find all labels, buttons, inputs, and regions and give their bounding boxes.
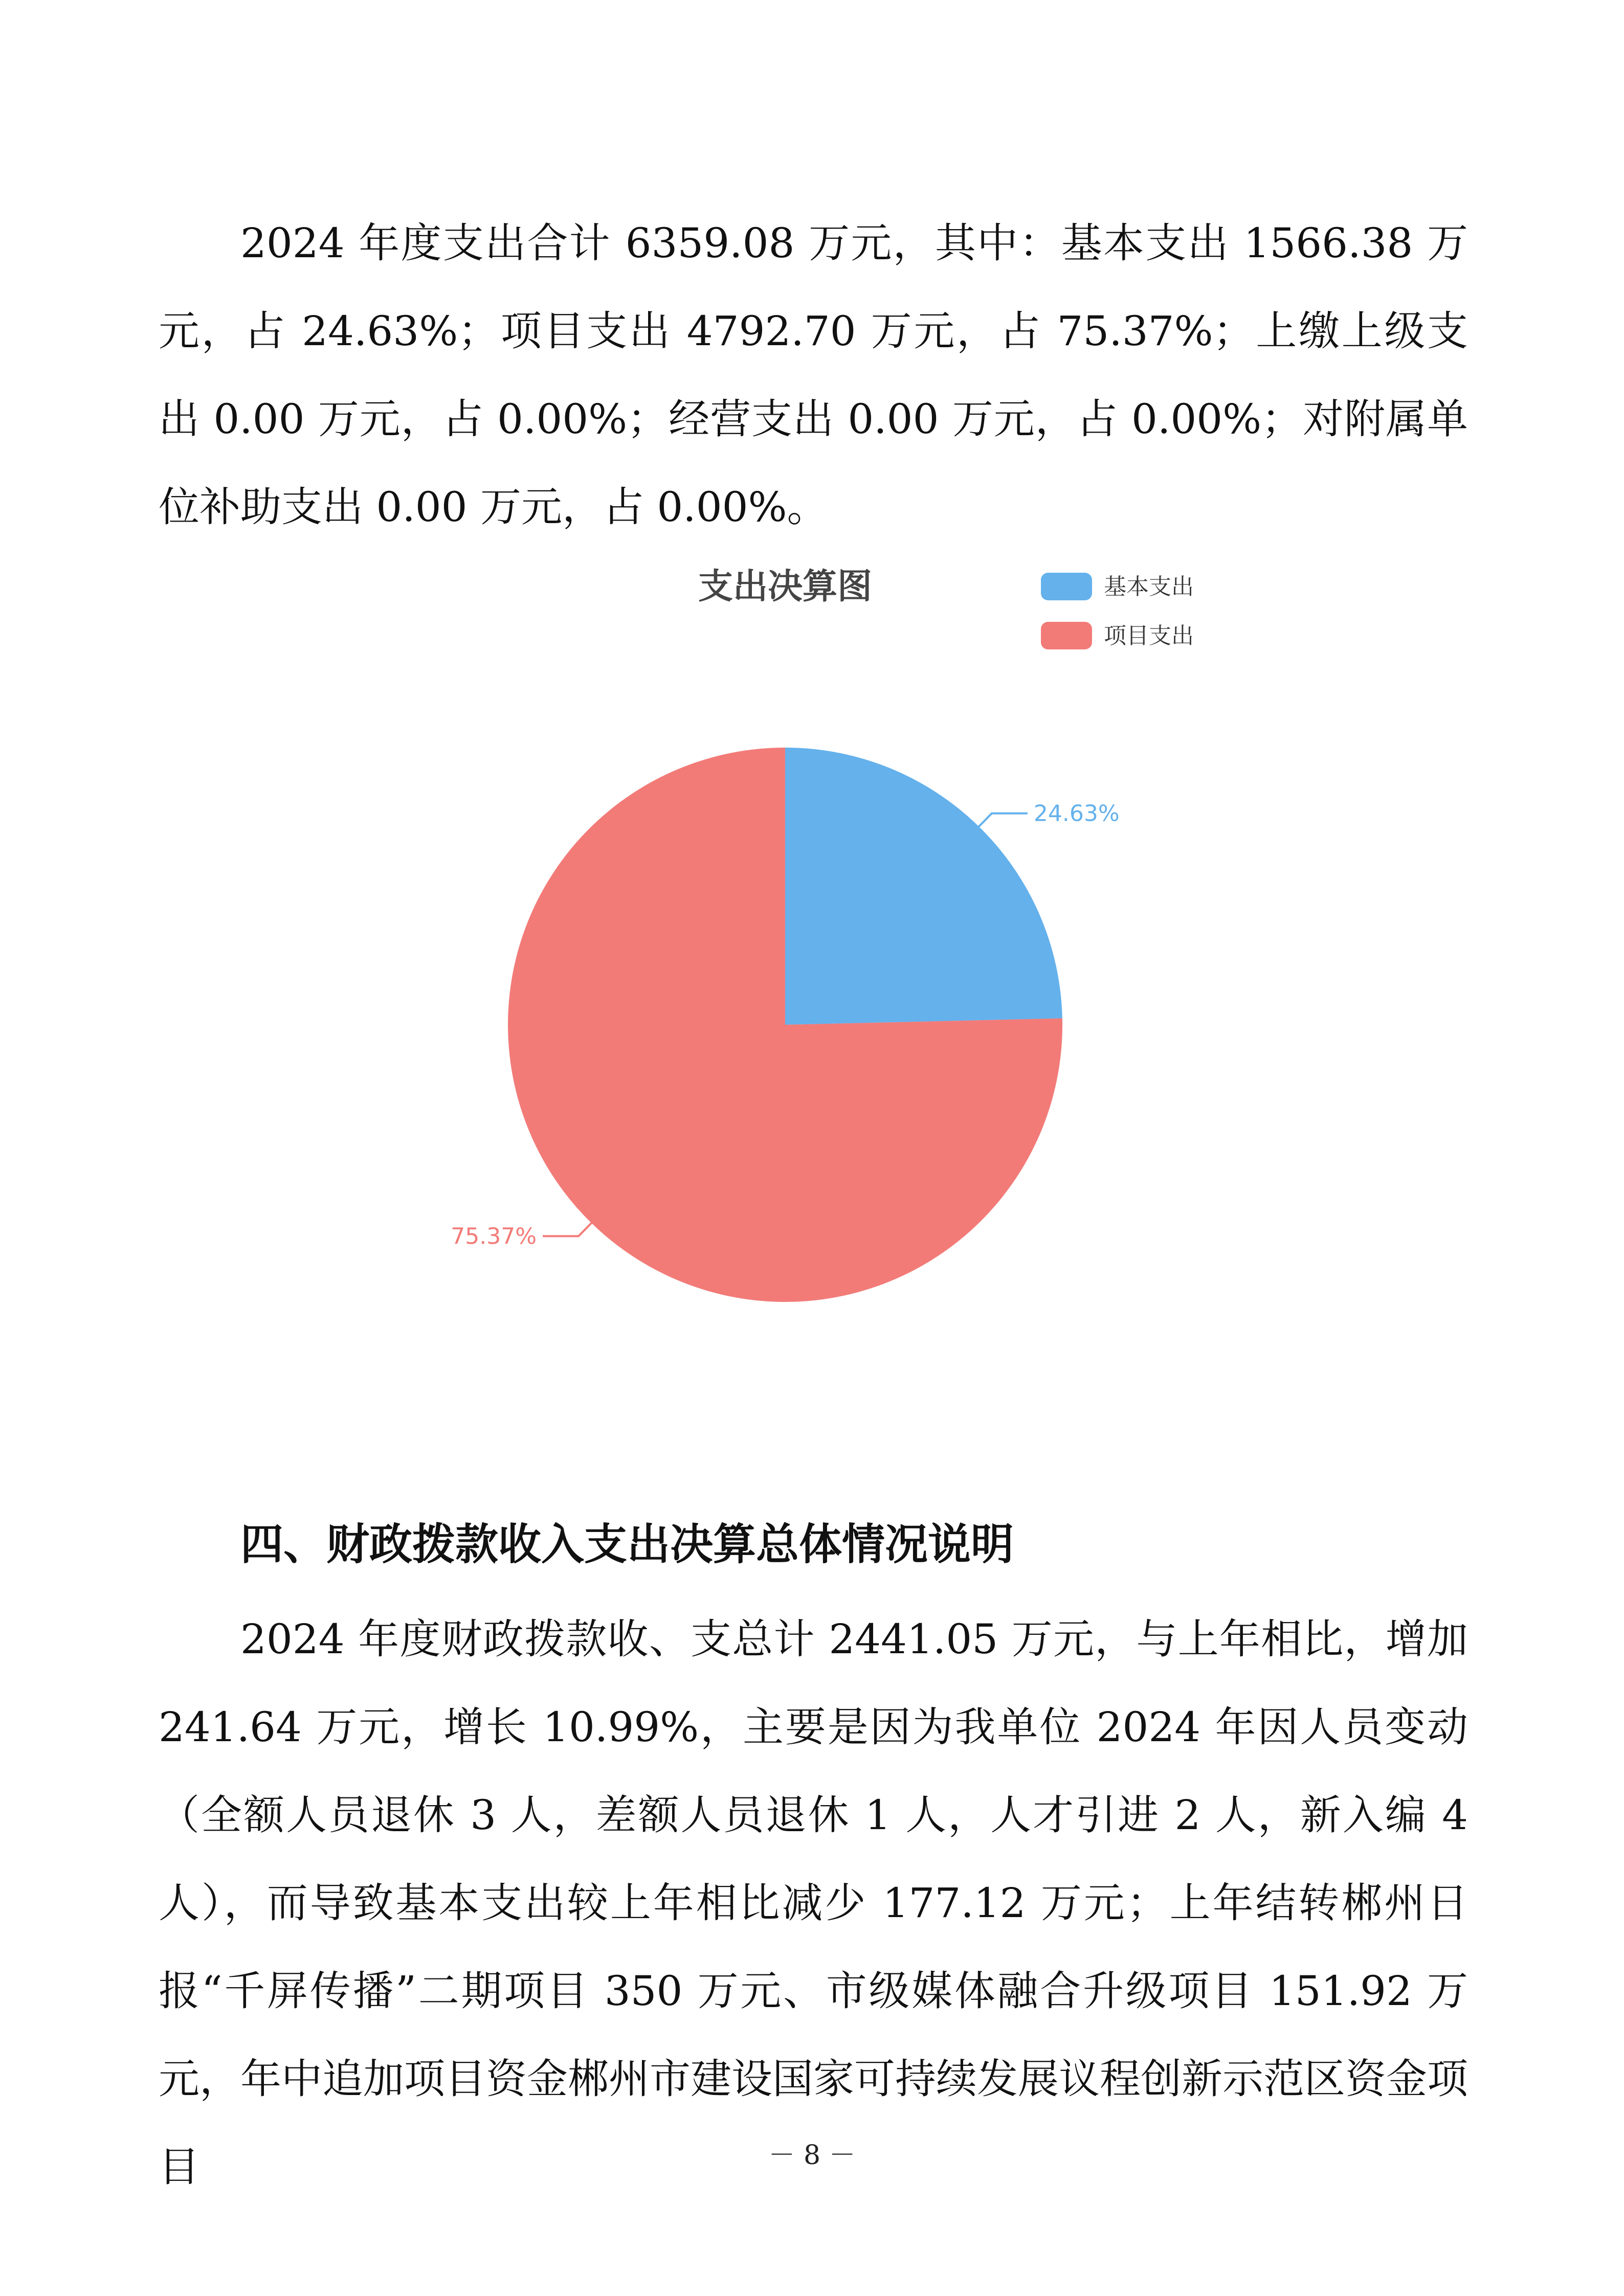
pie-slices xyxy=(508,748,1062,1302)
body-paragraph-expenditure-summary: 2024 年度支出合计 6359.08 万元，其中：基本支出 1566.38 万元，占 24.63%；项目支出 4792.70 万元，占 75.37%；上缴上级支出 0.00 万元，占 0.00%；经营支出 0.00 万元，占 0.00%；对附属单位补助支出 0.00 万元，占 0.00%。 xyxy=(159,219,1468,531)
legend-label-2: 项目支出 xyxy=(1104,623,1194,649)
pie-leader-line-1 xyxy=(978,814,1028,827)
page-number: － 8 － xyxy=(768,2140,856,2171)
expenditure-pie-chart xyxy=(0,542,1624,1360)
legend-label-1: 基本支出 xyxy=(1104,574,1194,600)
section-heading: 四、财政拨款收入支出决算总体情况说明 xyxy=(240,1519,1014,1569)
pie-slice-1 xyxy=(785,748,1062,1025)
legend-swatch-2 xyxy=(1041,622,1092,649)
pie-leader-line-2 xyxy=(543,1222,592,1236)
pie-slice-label-1: 24.63% xyxy=(1033,800,1120,827)
legend-swatch-1 xyxy=(1041,573,1092,600)
pie-chart-canvas xyxy=(0,542,1624,1360)
chart-legend xyxy=(1041,573,1194,649)
chart-title: 支出决算图 xyxy=(698,567,873,607)
body-paragraph-fiscal-appropriation: 2024 年度财政拨款收、支总计 2441.05 万元，与上年相比，增加 241.64 万元，增长 10.99%，主要是因为我单位 2024 年因人员变动（全额人员退休 3 人，差额人员退休 1 人，人才引进 2 人，新入编 4 人），而导致基本支出较上年相比减少 177.12 万元；上年结转郴州日报“千屏传播”二期项目 350 万元、市级媒体融合升级项目 151.92 万元，年中追加项目资金郴州市建设国家可持续发展议程创新示范区资金项目 xyxy=(159,1615,1468,2191)
pie-slice-label-2: 75.37% xyxy=(451,1223,537,1250)
